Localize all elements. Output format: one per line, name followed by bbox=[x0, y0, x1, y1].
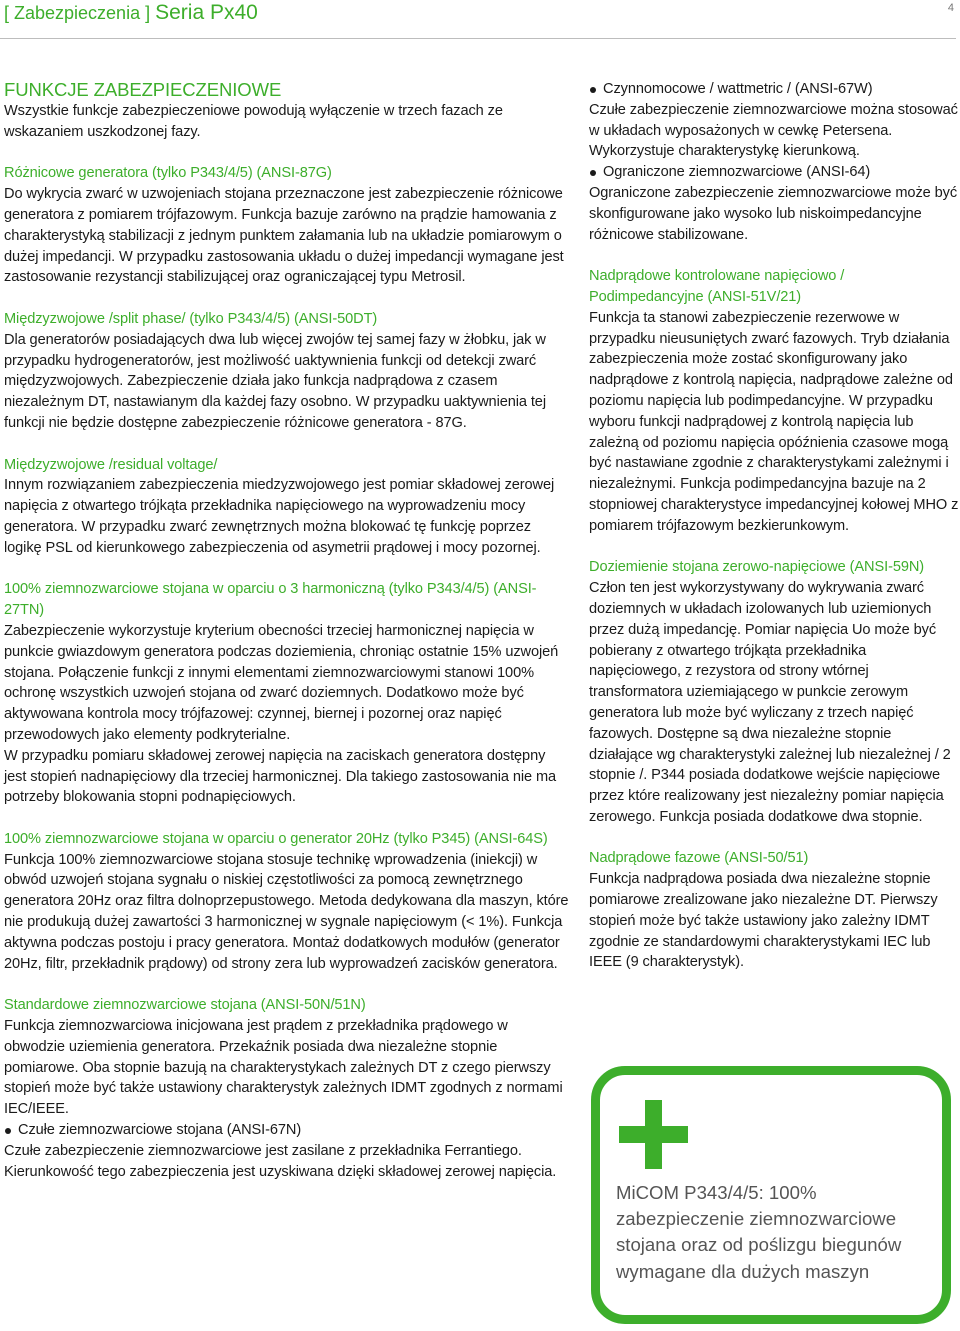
section-title: Międzyzwojowe /split phase/ (tylko P343/4/5) (ANSI-50DT) bbox=[4, 310, 378, 327]
section-50-51 bbox=[589, 848, 959, 973]
section-title: Nadprądowe kontrolowane napięciowo / Podimpedancyjne (ANSI-51V/21) bbox=[589, 268, 845, 305]
section-body: Innym rozwiązaniem zabezpieczenia miedzyzwojowego jest pomiar składowej zerowej napięcia z otwartego trójkąta przekładnika napięciowego na wyprowadzeniu mocy generatora. W przypadku zwarć zewnętrznych można blokować tę funkcję poprzez logikę PSL od kierunkowego zabezpieczenia od asymetrii prądowej i mocy pozornej. bbox=[4, 477, 555, 556]
section-59n bbox=[589, 557, 959, 827]
bullet-body: Ograniczone zabezpieczenie ziemnozwarciowe może być skonfigurowane jako wysoko lub niskoimpedancyjne różnicowe stabilizowane. bbox=[589, 184, 958, 243]
bullet-item: Czułe ziemnozwarciowe stojana (ANSI-67N) bbox=[4, 1120, 570, 1141]
section-body-continued: W przypadku pomiaru składowej zerowej napięcia na zaciskach generatora dostępny jest stopień nadnapięciowy dla trzeciej harmonicznej. Dla takiego zastosowania nie ma potrzeby blokowania stopni podnapięciowych. bbox=[4, 747, 557, 806]
main-heading: FUNKCJE ZABEZPIECZENIOWE bbox=[4, 79, 282, 100]
callout-text: MiCOM P343/4/5: 100% zabezpieczenie ziemnozwarciowe stojana oraz od poślizgu biegunów wymagane dla dużych maszyn bbox=[616, 1182, 902, 1282]
bullet-item: Ograniczone ziemnozwarciowe (ANSI-64) bbox=[589, 162, 959, 183]
section-87g bbox=[4, 163, 570, 288]
section-50dt bbox=[4, 309, 570, 434]
section-title: 100% ziemnozwarciowe stojana w oparciu o 3 harmoniczną (tylko P343/4/5) (ANSI-27TN) bbox=[4, 581, 537, 619]
section-title: Nadprądowe fazowe (ANSI-50/51) bbox=[589, 850, 809, 867]
section-51v-21 bbox=[589, 266, 959, 536]
header-series: Seria Px40 bbox=[155, 1, 258, 24]
section-title: Standardowe ziemnozwarciowe stojana (ANSI-50N/51N) bbox=[4, 997, 366, 1014]
right-column bbox=[589, 79, 959, 973]
section-body: Funkcja ziemnozwarciowa inicjowana jest prądem z przekładnika prądowego w obwodzie uziemienia generatora. Przekaźnik posiada dwa niezależne stopnie pomiarowe. Oba stopnie bazują na charakterystykach zależnych DT z czego pierwszy stopień może być także ustawiony charakterystyk zależnych IDMT zgodnych z normami IEC/IEEE. bbox=[4, 1018, 563, 1118]
section-body: Człon ten jest wykorzystywany do wykrywania zwarć doziemnych w układach izolowanych lub uziemionych przez dużą impedancję. Pomiar napięcia Uo może być pobierany z otwartego trójkąta przekładnika napięciowego, z rezystora od strony wtórnej transformatora uziemiającego w punkcie zerowym generatora lub może być wyliczany z trzech napięć fazowych. Dostępne są dwa niezależne stopnie działające wg charakterystyki zależnej lub niezależnej / 2 stopnie /. P344 posiada dodatkowe wejście napięciowe przez które realizowany jest niezależny pomiar napięcia zerowego. Funkcja posiada dodatkowe dwa stopnie. bbox=[589, 580, 951, 825]
section-residual-voltage bbox=[4, 455, 570, 559]
plus-icon bbox=[619, 1100, 688, 1169]
bullet-body: Czułe zabezpieczenie ziemnozwarciowe można stosować w układach wyposażonych w cewkę Petersena. Wykorzystuje charakterystykę kierunkową. bbox=[589, 101, 958, 160]
section-title: Doziemienie stojana zerowo-napięciowe (ANSI-59N) bbox=[589, 559, 925, 576]
section-body: Funkcja ta stanowi zabezpieczenie rezerwowe w przypadku nieusuniętych zwarć fazowych. Tryb działania zabezpieczenia może zostać skonfigurowany jako nadprądowe z kontrolą napięcia, nadprądowe zależne od poziomu napięcia lub podimpedancyjne. W przypadku wyboru funkcji nadprądowej z kontrolą napięcia lub zależną od poziomu napięcia opóźnienia czasowe mogą być nastawiane zgodnie z charakterystykami zależnymi i niezależnymi. Funkcja podimpedancyjna bazuje na 2 stopniowej charakterystyce impedancyjnej kołowej MHO z pomiarem trójfazowym bezkierunkowym. bbox=[589, 309, 959, 534]
section-body: Funkcja nadprądowa posiada dwa niezależne stopnie pomiarowe zrealizowane jako niezależne DT. Pierwszy stopień może być także ustawiony jako zależny IDMT zgodnie ze standardowymi charakterystykami IEC lub IEEE (9 charakterystyk). bbox=[589, 871, 938, 971]
section-body: Zabezpieczenie wykorzystuje kryterium obecności trzeciej harmonicznej napięcia w punkcie gwiazdowym generatora podczas doziemienia, chroniąc ostatnie 15% uzwojeń stojana. Połączenie funkcji z innymi elementami ziemnozwarciowymi stanowi 100% ochronę wszystkich uzwojeń stojana od zwarć doziemnych. Dodatkowo może być aktywowana kontrola mocy trójfazowej: czynnej, biernej i pozornej oraz napięć przewodowych jako elementy podkryterialne. bbox=[4, 622, 559, 743]
header-divider bbox=[0, 38, 956, 39]
intro-text: Wszystkie funkcje zabezpieczeniowe powodują wyłączenie w trzech fazach ze wskazaniem uszkodzonej fazy. bbox=[4, 103, 503, 140]
section-50n-51n bbox=[4, 995, 570, 1182]
bullet-item: Czynnomocowe / wattmetric / (ANSI-67W) bbox=[589, 79, 959, 100]
header-title bbox=[4, 1, 258, 25]
section-body: Do wykrycia zwarć w uzwojeniach stojana przeznaczone jest zabezpieczenie różnicowe generatora z pomiarem trójfazowym. Funkcja bazuje zarówno na prądzie hamowania z charakterystyką stabilizacji z jednym punktem załamania lub na układzie pomiarowym o dużej impedancji. W przypadku zastosowania układu o dużej impedancji wymagane jest zastosowanie rezystancji stabilizującej oraz ograniczającej typu Metrosil. bbox=[4, 186, 564, 286]
section-title: Różnicowe generatora (tylko P343/4/5) (ANSI-87G) bbox=[4, 165, 332, 182]
section-body: Funkcja 100% ziemnozwarciowe stojana stosuje technikę wprowadzenia (iniekcji) w obwód uzwojeń stojana sygnału o niskiej częstotliwości za pomocą zewnętrznego generatora 20Hz oraz filtra dolnoprzepustowego. Metoda dedykowana dla maszyn, które nie produkują dużej zawartości 3 harmonicznej w sygnale napięciowym (< 1%). Funkcja aktywna podczas postoju i pracy generatora. Montaż dodatkowych modułów (generator 20Hz, filtr, przekładnik prądowy) od strony zera lub wyprowadzeń zacisków generatora. bbox=[4, 851, 569, 972]
page-number: 4 bbox=[947, 2, 954, 14]
header-section: [ Zabezpieczenia ] bbox=[4, 3, 151, 23]
page-header bbox=[4, 0, 960, 28]
callout-box bbox=[591, 1066, 951, 1324]
section-64s bbox=[4, 829, 570, 975]
section-title: Międzyzwojowe /residual voltage/ bbox=[4, 456, 218, 473]
section-body-continued: Czułe zabezpieczenie ziemnozwarciowe jest zasilane z przekładnika Ferrantiego. Kierunkowość tego zabezpieczenia jest uzyskiwana dzięki składowej zerowej napięcia. bbox=[4, 1142, 557, 1180]
left-column bbox=[4, 79, 570, 1182]
section-body: Dla generatorów posiadających dwa lub więcej zwojów tej samej fazy w żłobku, jak w przypadku hydrogeneratorów, jest możliwość uaktywnienia funkcji od detekcji zwarć międzyzwojowych. Zabezpieczenie działa jako funkcja nadprądowa z czasem niezależnym DT, nastawianym dla każdej fazy osobno. W przypadku uaktywnienia tej funkcji nie będzie dostępne zabezpieczenie różnicowe generatora - 87G. bbox=[4, 331, 546, 431]
section-27tn bbox=[4, 579, 570, 808]
section-title: 100% ziemnozwarciowe stojana w oparciu o generator 20Hz (tylko P345) (ANSI-64S) bbox=[4, 830, 548, 847]
